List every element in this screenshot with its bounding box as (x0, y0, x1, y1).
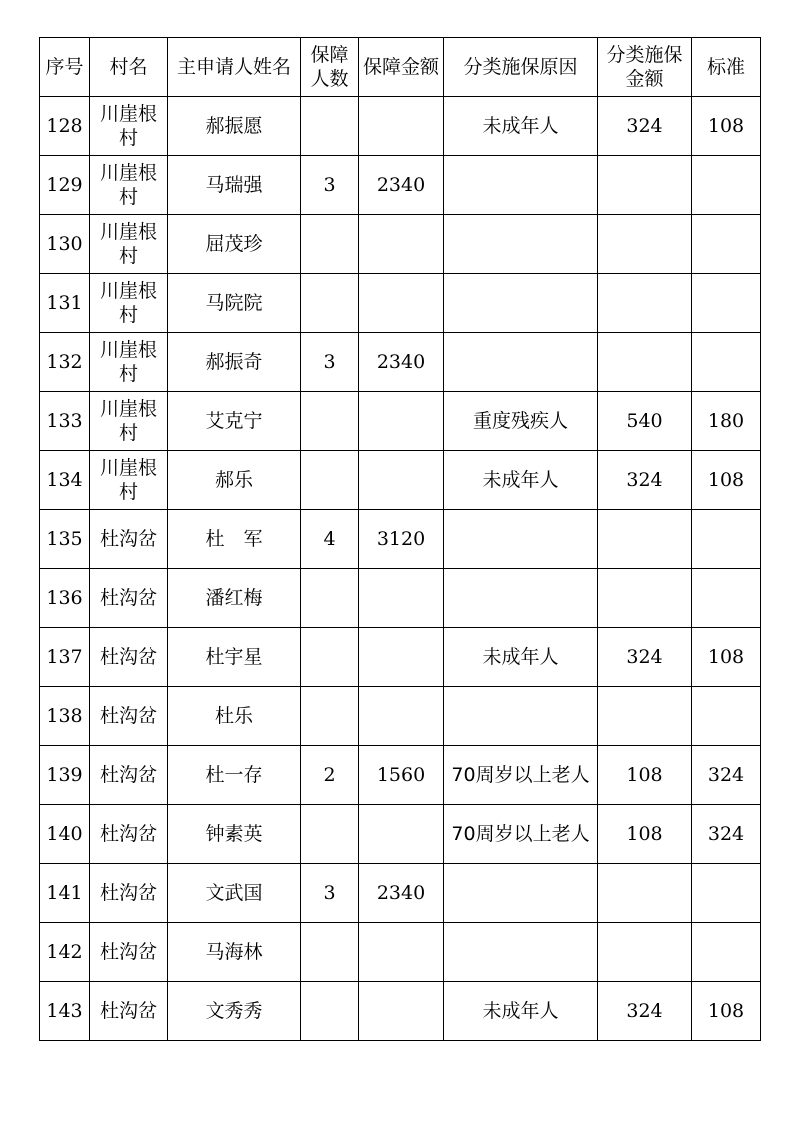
cell-amount (359, 569, 444, 628)
table-row (40, 215, 761, 274)
cell-standard (692, 510, 761, 569)
cell-amount: 2340 (359, 333, 444, 392)
cell-village: 川崖根村 (90, 215, 168, 274)
cell-standard: 108 (692, 97, 761, 156)
table-row (40, 274, 761, 333)
cell-class-amount (598, 864, 692, 923)
table-row (40, 982, 761, 1041)
cell-persons (301, 687, 359, 746)
cell-reason: 70周岁以上老人 (444, 746, 598, 805)
cell-seq: 132 (40, 333, 90, 392)
cell-amount (359, 392, 444, 451)
cell-reason (444, 923, 598, 982)
cell-amount (359, 805, 444, 864)
cell-village: 川崖根村 (90, 392, 168, 451)
table-header (40, 38, 761, 97)
cell-standard (692, 569, 761, 628)
cell-class-amount: 324 (598, 628, 692, 687)
cell-amount (359, 923, 444, 982)
cell-reason: 70周岁以上老人 (444, 805, 598, 864)
cell-reason (444, 333, 598, 392)
cell-standard (692, 274, 761, 333)
cell-seq: 140 (40, 805, 90, 864)
header-reason: 分类施保原因 (444, 38, 598, 97)
cell-standard (692, 156, 761, 215)
cell-reason (444, 687, 598, 746)
cell-standard (692, 923, 761, 982)
cell-village: 川崖根村 (90, 156, 168, 215)
cell-amount: 1560 (359, 746, 444, 805)
cell-class-amount (598, 274, 692, 333)
cell-persons (301, 628, 359, 687)
cell-amount: 2340 (359, 156, 444, 215)
cell-class-amount (598, 333, 692, 392)
cell-applicant: 杜 军 (168, 510, 301, 569)
cell-persons (301, 392, 359, 451)
table-body (40, 97, 761, 1041)
cell-reason: 未成年人 (444, 982, 598, 1041)
cell-seq: 138 (40, 687, 90, 746)
cell-class-amount (598, 215, 692, 274)
cell-seq: 143 (40, 982, 90, 1041)
table-row (40, 510, 761, 569)
cell-class-amount (598, 687, 692, 746)
cell-reason (444, 156, 598, 215)
table-row (40, 864, 761, 923)
cell-seq: 135 (40, 510, 90, 569)
cell-persons (301, 805, 359, 864)
table-row (40, 628, 761, 687)
cell-persons (301, 215, 359, 274)
cell-seq: 129 (40, 156, 90, 215)
cell-seq: 136 (40, 569, 90, 628)
header-applicant: 主申请人姓名 (168, 38, 301, 97)
cell-village: 杜沟岔 (90, 864, 168, 923)
cell-applicant: 马瑞强 (168, 156, 301, 215)
cell-village: 杜沟岔 (90, 923, 168, 982)
cell-reason (444, 215, 598, 274)
cell-village: 杜沟岔 (90, 687, 168, 746)
cell-village: 杜沟岔 (90, 746, 168, 805)
cell-village: 杜沟岔 (90, 628, 168, 687)
cell-applicant: 艾克宁 (168, 392, 301, 451)
table-row (40, 451, 761, 510)
cell-standard: 324 (692, 805, 761, 864)
cell-standard (692, 215, 761, 274)
cell-persons: 3 (301, 333, 359, 392)
cell-persons: 2 (301, 746, 359, 805)
cell-reason: 重度残疾人 (444, 392, 598, 451)
cell-village: 川崖根村 (90, 451, 168, 510)
table-row (40, 392, 761, 451)
cell-standard: 108 (692, 451, 761, 510)
cell-standard: 180 (692, 392, 761, 451)
cell-persons: 4 (301, 510, 359, 569)
cell-applicant: 郝振奇 (168, 333, 301, 392)
cell-standard: 324 (692, 746, 761, 805)
cell-applicant: 郝乐 (168, 451, 301, 510)
cell-class-amount: 108 (598, 805, 692, 864)
cell-village: 川崖根村 (90, 274, 168, 333)
cell-amount: 3120 (359, 510, 444, 569)
table-row (40, 805, 761, 864)
cell-applicant: 钟素英 (168, 805, 301, 864)
cell-applicant: 杜一存 (168, 746, 301, 805)
cell-reason (444, 274, 598, 333)
header-persons: 保障人数 (301, 38, 359, 97)
cell-persons: 3 (301, 864, 359, 923)
table-row (40, 156, 761, 215)
header-class-amount: 分类施保金额 (598, 38, 692, 97)
cell-reason: 未成年人 (444, 628, 598, 687)
cell-applicant: 文秀秀 (168, 982, 301, 1041)
header-amount: 保障金额 (359, 38, 444, 97)
cell-seq: 142 (40, 923, 90, 982)
cell-standard (692, 333, 761, 392)
cell-applicant: 杜乐 (168, 687, 301, 746)
header-row (40, 38, 761, 97)
header-seq: 序号 (40, 38, 90, 97)
cell-class-amount: 108 (598, 746, 692, 805)
cell-amount (359, 215, 444, 274)
table-row (40, 97, 761, 156)
cell-reason (444, 864, 598, 923)
table-row (40, 746, 761, 805)
cell-applicant: 潘红梅 (168, 569, 301, 628)
cell-class-amount (598, 510, 692, 569)
cell-class-amount (598, 923, 692, 982)
cell-amount (359, 687, 444, 746)
cell-applicant: 郝振愿 (168, 97, 301, 156)
table-row (40, 569, 761, 628)
cell-seq: 137 (40, 628, 90, 687)
cell-village: 杜沟岔 (90, 510, 168, 569)
header-standard: 标准 (692, 38, 761, 97)
cell-applicant: 马海林 (168, 923, 301, 982)
cell-applicant: 杜宇星 (168, 628, 301, 687)
cell-seq: 130 (40, 215, 90, 274)
cell-persons (301, 97, 359, 156)
cell-amount (359, 274, 444, 333)
cell-standard (692, 687, 761, 746)
cell-applicant: 屈茂珍 (168, 215, 301, 274)
table-row (40, 923, 761, 982)
cell-class-amount: 324 (598, 97, 692, 156)
cell-village: 杜沟岔 (90, 569, 168, 628)
cell-class-amount (598, 569, 692, 628)
cell-amount (359, 628, 444, 687)
cell-seq: 133 (40, 392, 90, 451)
cell-village: 川崖根村 (90, 97, 168, 156)
cell-seq: 134 (40, 451, 90, 510)
cell-amount: 2340 (359, 864, 444, 923)
cell-reason (444, 569, 598, 628)
cell-class-amount: 324 (598, 982, 692, 1041)
cell-standard (692, 864, 761, 923)
cell-persons (301, 923, 359, 982)
cell-village: 杜沟岔 (90, 982, 168, 1041)
cell-persons (301, 982, 359, 1041)
cell-reason (444, 510, 598, 569)
relief-roster-table (39, 37, 761, 1041)
cell-seq: 128 (40, 97, 90, 156)
cell-persons: 3 (301, 156, 359, 215)
header-village: 村名 (90, 38, 168, 97)
cell-village: 川崖根村 (90, 333, 168, 392)
cell-persons (301, 569, 359, 628)
cell-reason: 未成年人 (444, 451, 598, 510)
cell-seq: 131 (40, 274, 90, 333)
cell-seq: 139 (40, 746, 90, 805)
cell-class-amount (598, 156, 692, 215)
cell-class-amount: 540 (598, 392, 692, 451)
cell-amount (359, 451, 444, 510)
table-row (40, 687, 761, 746)
cell-applicant: 文武国 (168, 864, 301, 923)
cell-standard: 108 (692, 628, 761, 687)
cell-applicant: 马院院 (168, 274, 301, 333)
cell-reason: 未成年人 (444, 97, 598, 156)
cell-amount (359, 982, 444, 1041)
cell-persons (301, 451, 359, 510)
cell-persons (301, 274, 359, 333)
table-row (40, 333, 761, 392)
cell-amount (359, 97, 444, 156)
cell-standard: 108 (692, 982, 761, 1041)
cell-class-amount: 324 (598, 451, 692, 510)
cell-village: 杜沟岔 (90, 805, 168, 864)
cell-seq: 141 (40, 864, 90, 923)
